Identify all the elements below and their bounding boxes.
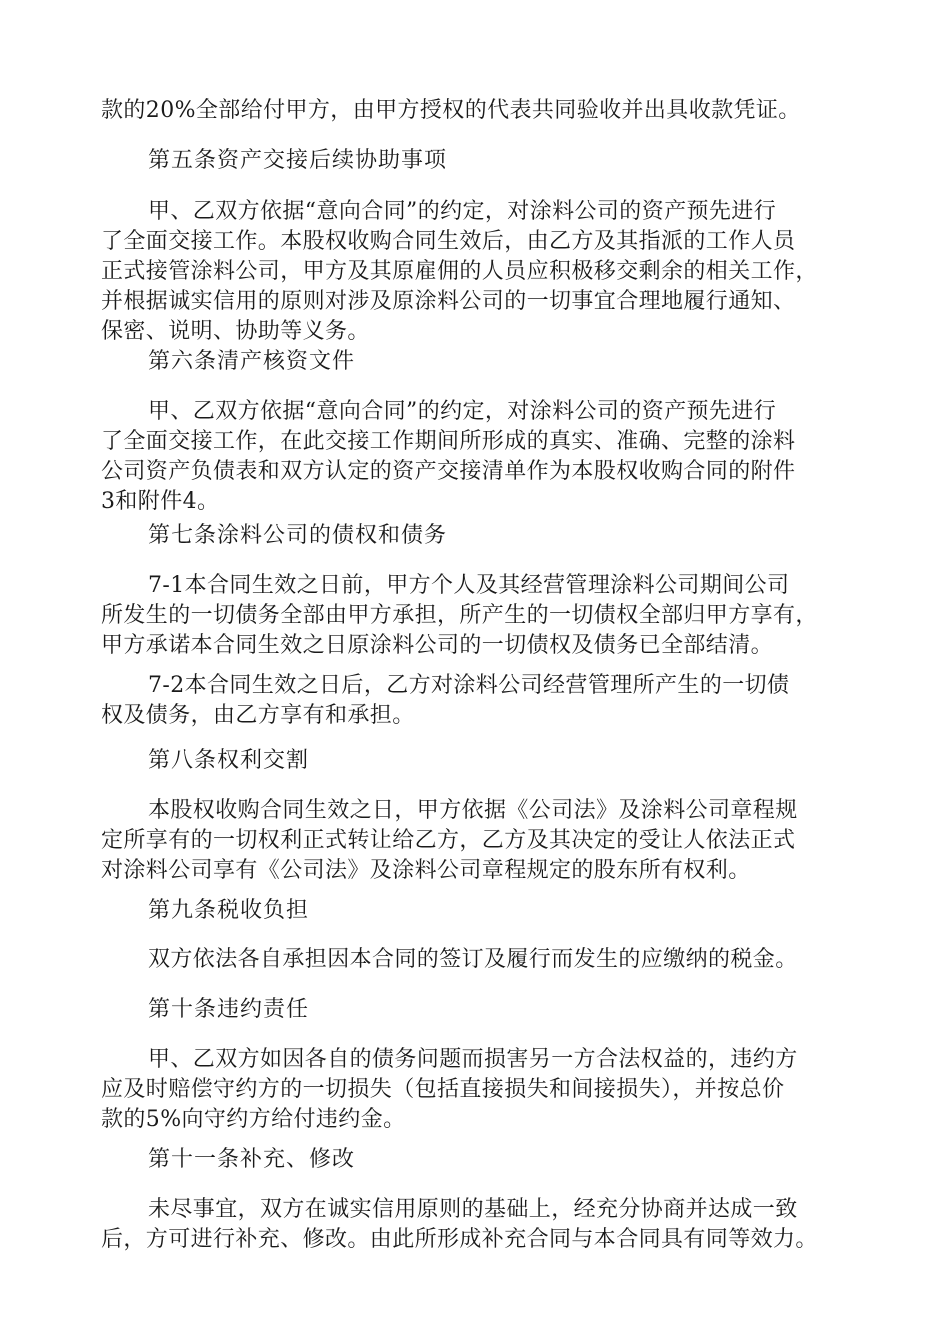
paragraph-article-7-2 — [101, 671, 858, 731]
paragraph-article-5 — [101, 197, 858, 347]
text-line: 甲方承诺本合同生效之日原涂料公司的一切债权及债务已全部结清。 — [101, 633, 774, 658]
section-heading-article-10: 第十条违约责任 — [148, 997, 310, 1022]
text-line: 权及债务，由乙方享有和承担。 — [101, 703, 415, 728]
paragraph-article-9 — [101, 945, 858, 975]
text-line: 7-2本合同生效之日后，乙方对涂料公司经营管理所产生的一切债 — [148, 673, 790, 698]
text-line: 正式接管涂料公司，甲方及其原雇佣的人员应积极移交剩余的相关工作， — [101, 259, 818, 284]
paragraph-article-10 — [101, 1045, 858, 1135]
text-line: 本股权收购合同生效之日，甲方依据《公司法》及涂料公司章程规 — [148, 798, 798, 823]
text-line: 3和附件4。 — [101, 489, 220, 514]
text-line: 未尽事宜，双方在诚实信用原则的基础上，经充分协商并达成一致 — [148, 1197, 798, 1222]
paragraph-article-11 — [101, 1195, 858, 1255]
section-heading-article-8: 第八条权利交割 — [148, 748, 310, 773]
text-line: 定所享有的一切权利正式转让给乙方，乙方及其决定的受让人依法正式 — [101, 828, 796, 853]
text-line: 款的5%向守约方给付违约金。 — [101, 1107, 406, 1132]
text-line: 后，方可进行补充、修改。由此所形成补充合同与本合同具有同等效力。 — [101, 1227, 818, 1252]
text-line: 并根据诚实信用的原则对涉及原涂料公司的一切事宜合理地履行通知、 — [101, 289, 796, 314]
text-line: 甲、乙双方依据“意向合同”的约定，对涂料公司的资产预先进行 — [148, 199, 777, 224]
text-line: 所发生的一切债务全部由甲方承担，所产生的一切债权全部归甲方享有， — [101, 603, 818, 628]
text-line: 应及时赔偿守约方的一切损失（包括直接损失和间接损失），并按总价 — [101, 1077, 785, 1102]
paragraph-payment-continuation — [101, 96, 858, 126]
text-line: 7-1本合同生效之日前，甲方个人及其经营管理涂料公司期间公司 — [148, 573, 790, 598]
text-line: 甲、乙双方如因各自的债务问题而损害另一方合法权益的，违约方 — [148, 1047, 798, 1072]
text-line: 双方依法各自承担因本合同的签订及履行而发生的应缴纳的税金。 — [148, 947, 798, 972]
section-heading-article-11: 第十一条补充、修改 — [148, 1147, 356, 1172]
text-line: 款的20%全部给付甲方，由甲方授权的代表共同验收并出具收款凭证。 — [101, 98, 801, 123]
section-heading-article-7: 第七条涂料公司的债权和债务 — [148, 523, 448, 548]
section-heading-article-5: 第五条资产交接后续协助事项 — [148, 148, 448, 173]
text-line: 保密、说明、协助等义务。 — [101, 319, 370, 344]
text-line: 了全面交接工作，在此交接工作期间所形成的真实、准确、完整的涂料 — [101, 429, 796, 454]
text-line: 对涂料公司享有《公司法》及涂料公司章程规定的股东所有权利。 — [101, 858, 751, 883]
paragraph-article-7-1 — [101, 571, 858, 661]
paragraph-article-8 — [101, 796, 858, 886]
text-line: 了全面交接工作。本股权收购合同生效后，由乙方及其指派的工作人员 — [101, 229, 796, 254]
paragraph-article-6 — [101, 397, 858, 517]
text-line: 公司资产负债表和双方认定的资产交接清单作为本股权收购合同的附件 — [101, 459, 796, 484]
section-heading-article-6: 第六条清产核资文件 — [148, 349, 356, 374]
section-heading-article-9: 第九条税收负担 — [148, 898, 310, 923]
text-line: 甲、乙双方依据“意向合同”的约定，对涂料公司的资产预先进行 — [148, 399, 777, 424]
